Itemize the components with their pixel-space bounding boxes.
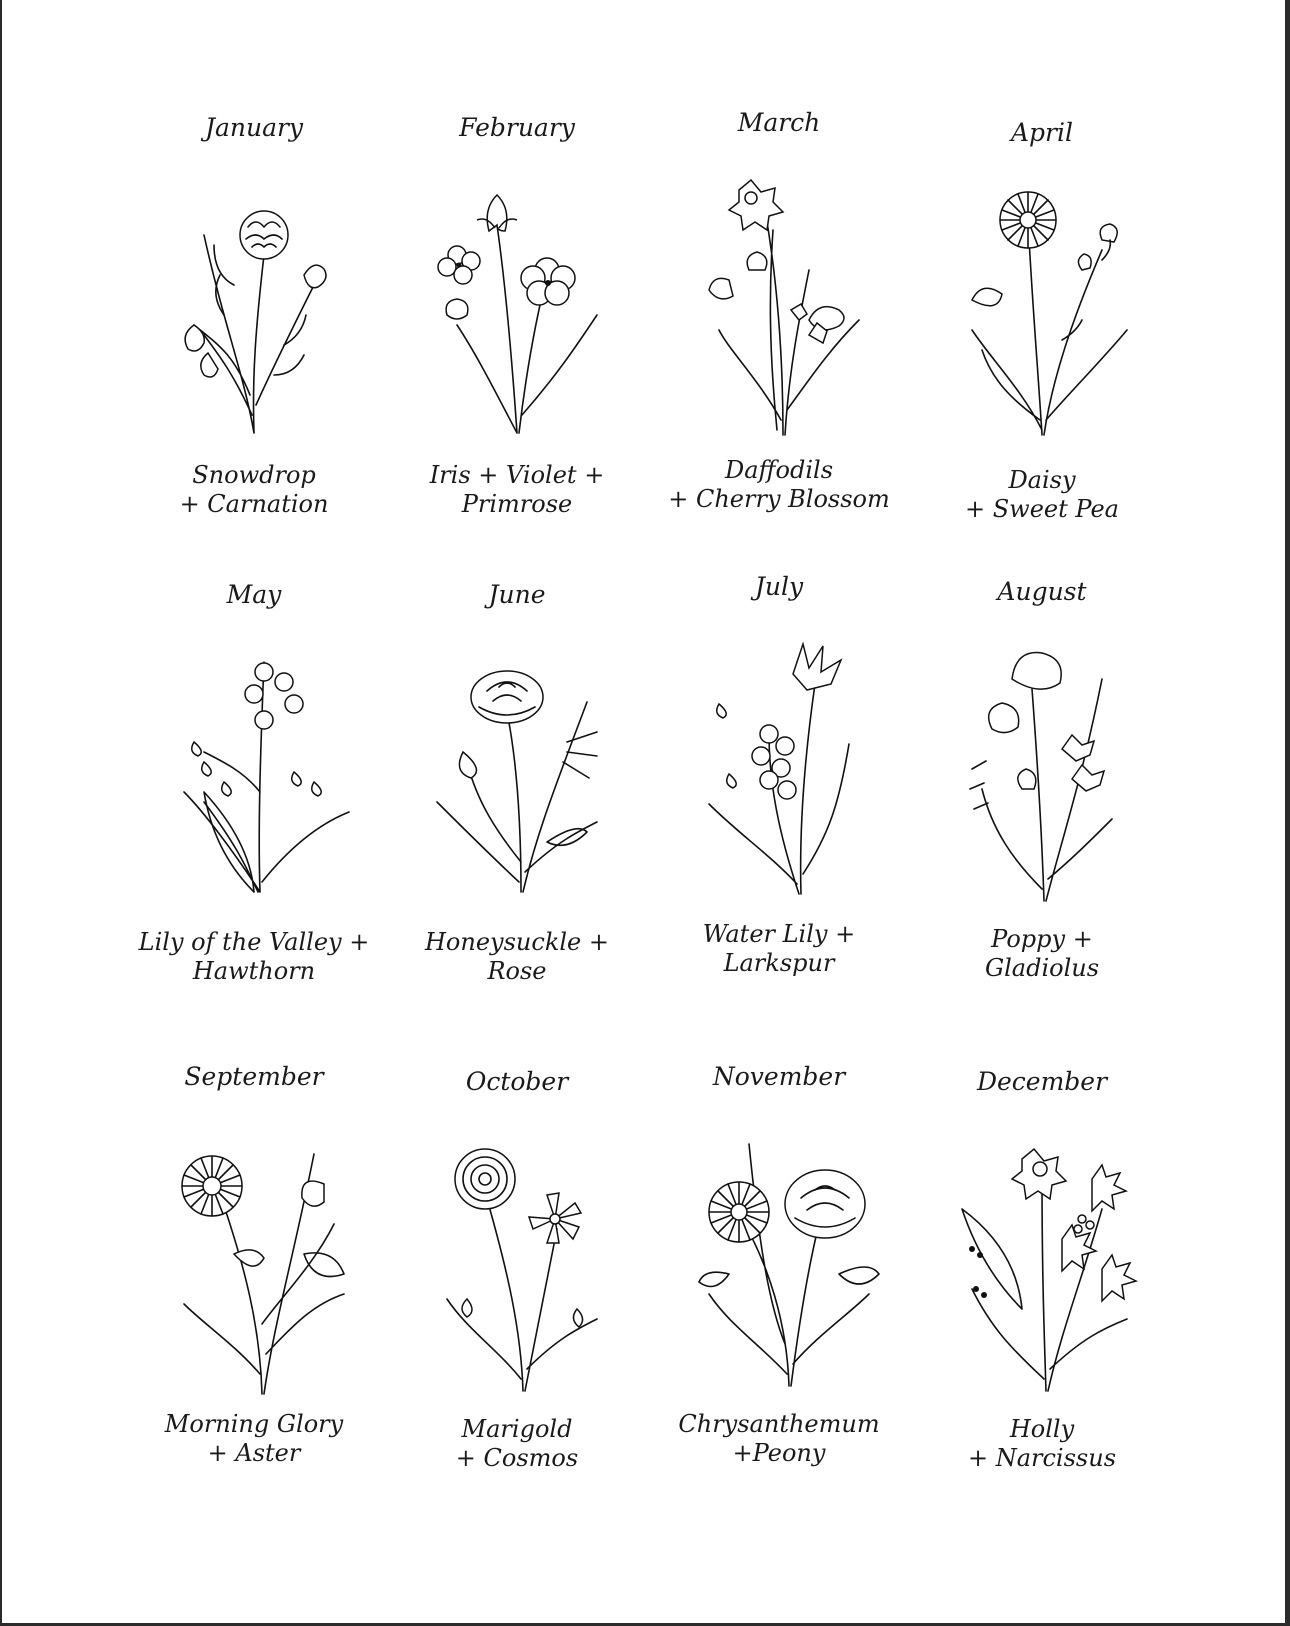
month-title: March (737, 108, 821, 137)
month-cell-november (649, 1062, 909, 1482)
marigold-cosmos-illustration (427, 1129, 607, 1389)
carnation-snowdrop-illustration (164, 175, 344, 435)
month-cell-december (912, 1067, 1172, 1487)
month-title: January (204, 113, 304, 142)
month-title: May (226, 580, 282, 609)
month-title: September (184, 1062, 324, 1091)
lily-of-the-valley-hawthorn-illustration (164, 642, 344, 902)
holly-narcissus-illustration (952, 1129, 1132, 1389)
month-cell-may (124, 580, 384, 1000)
month-title: June (488, 580, 546, 609)
flower-label: Poppy + Gladiolus (984, 925, 1100, 982)
flower-label: Holly + Narcissus (967, 1415, 1117, 1472)
flower-label: Snowdrop + Carnation (179, 461, 329, 518)
month-cell-june (387, 580, 647, 1000)
month-cell-january (124, 113, 384, 533)
month-cell-october (387, 1067, 647, 1487)
month-title: October (465, 1067, 569, 1096)
honeysuckle-rose-illustration (427, 642, 607, 902)
month-cell-august (912, 577, 1172, 997)
flower-label: Marigold + Cosmos (455, 1415, 579, 1472)
daisy-sweet-pea-illustration (952, 180, 1132, 440)
birth-flower-sheet (2, 0, 1285, 1623)
month-cell-july (649, 572, 909, 992)
flower-label: Honeysuckle + Rose (425, 928, 609, 985)
flower-label: Water Lily + Larkspur (702, 920, 856, 977)
month-title: November (712, 1062, 846, 1091)
flower-label: Morning Glory + Aster (164, 1410, 344, 1467)
morning-glory-aster-illustration (164, 1124, 344, 1384)
flower-label: Daffodils + Cherry Blossom (668, 456, 890, 513)
daffodil-cherry-blossom-illustration (689, 170, 869, 430)
chrysanthemum-peony-illustration (689, 1124, 869, 1384)
iris-violet-primrose-illustration (427, 175, 607, 435)
month-cell-april (912, 118, 1172, 538)
flower-label: Chrysanthemum +Peony (678, 1410, 880, 1467)
month-title: April (1011, 118, 1073, 147)
month-cell-february (387, 113, 647, 533)
poppy-gladiolus-illustration (952, 639, 1132, 899)
flower-label: Daisy + Sweet Pea (965, 466, 1119, 523)
month-title: December (976, 1067, 1108, 1096)
flower-label: Iris + Violet + Primrose (429, 461, 605, 518)
month-title: July (754, 572, 804, 601)
month-cell-september (124, 1062, 384, 1482)
water-lily-larkspur-illustration (689, 634, 869, 894)
month-title: February (459, 113, 575, 142)
flower-label: Lily of the Valley + Hawthorn (138, 928, 370, 985)
month-title: August (997, 577, 1087, 606)
month-cell-march (649, 108, 909, 528)
